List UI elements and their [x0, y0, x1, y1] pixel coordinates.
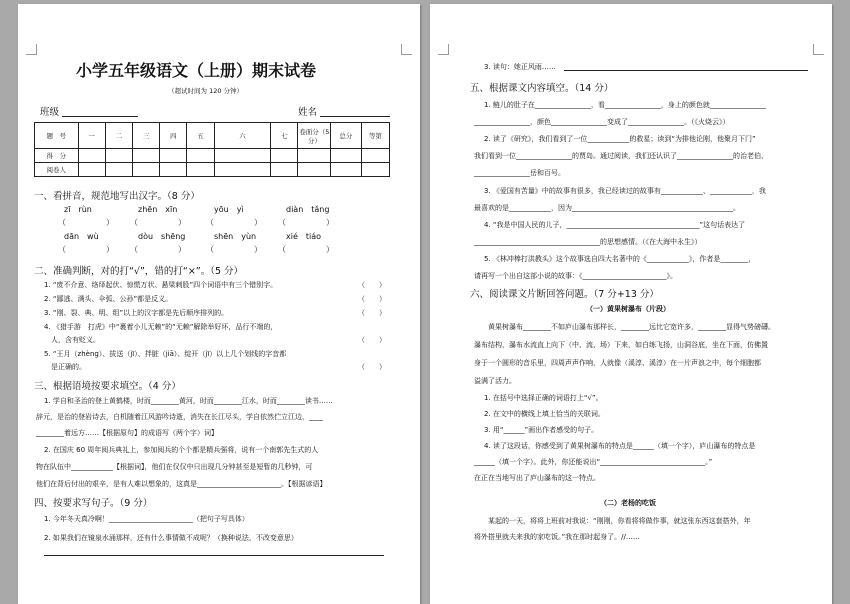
- passage-line: 身于一个圆形的音乐里，四周声声作响，人就像（溪淳、溪淳）在一片声浪之中，每个细胞都: [474, 359, 761, 367]
- judge-item: 5. “王月（zhèng）、拔送（jī）、拌脏（jiā）、绽开（jī）以上几个划线的字音都: [44, 350, 287, 358]
- score-cell: [132, 149, 159, 163]
- passage-2-title: （二）老杨的吃饭: [600, 499, 656, 507]
- score-header-cell: 卷面分（5分）: [298, 123, 331, 149]
- score-cell: [214, 163, 271, 177]
- score-cell: [298, 149, 331, 163]
- score-table: [34, 122, 390, 177]
- right-crop-mark: [813, 44, 824, 55]
- score-cell: [361, 149, 389, 163]
- question-line: 2. 在文中的横线上填上恰当的关联词。: [484, 410, 605, 418]
- fill-line: 辞元，是治的登岩诗去，白机随着江风游吟诗逝，消失在长江尽头，学自依然伫立江边，____: [36, 413, 323, 421]
- pinyin: dòu shēng: [138, 232, 186, 241]
- judge-item: 3. “刚、裂、典、明、组”以上的汉字都是先后顺序排列的。: [44, 309, 229, 317]
- sentence-item: 2. 如果我们在镜泉水涌那样，还有什么事情做不成呢？（换种说法，不改变意思）: [44, 534, 298, 542]
- answer-line: [564, 70, 808, 71]
- score-header-cell: 一: [78, 123, 105, 149]
- score-header-cell: 六: [214, 123, 271, 149]
- score-header-cell: 五: [187, 123, 214, 149]
- top-item: 3. 读句：她正风雨……: [484, 63, 556, 71]
- name-label: 姓名: [298, 107, 318, 118]
- score-table-row: [35, 149, 390, 163]
- sentence-item: 1. 今年冬天真冷啊！________________________（把句子写具体）: [44, 515, 249, 523]
- pinyin: zhēn xīn: [138, 205, 178, 214]
- section-1-title: 一、看拼音，规范地写出汉字。（8 分）: [34, 191, 200, 202]
- passage-line: 溢满了活力。: [474, 377, 516, 385]
- pinyin: zī rùn: [64, 205, 92, 214]
- score-header-cell: 四: [160, 123, 187, 149]
- judge-item: 2. “鄙逃、满头、伞弧、公孙”都是反义。: [44, 295, 173, 303]
- score-header-cell: 等第: [361, 123, 389, 149]
- score-cell: [271, 163, 298, 177]
- pinyin: dān wù: [64, 232, 99, 241]
- fill-line: 2. 读了《研究》，我们看到了一位____________的救星；读到“为排他论刚，他聚月下门”: [484, 135, 756, 143]
- fill-line: 2. 在国庆 60 周年阅兵典礼上，参加阅兵的个个都是精兵强将，说有一个南郭先生式的人: [44, 446, 319, 454]
- score-cell: [78, 149, 105, 163]
- section-3-title: 三、根据语境按要求填空。（4 分）: [34, 381, 181, 392]
- fill-line: 5. 《林冲棒打洪教头》这个故事选自四大名著中的《____________》，作者是________，: [484, 255, 756, 263]
- question-line: 4. 读了这段话，你感受到了黄果树瀑布的特点是______（填一个字），庐山瀑布的特点是: [484, 442, 756, 450]
- answer-paren: （ ）: [206, 218, 262, 227]
- left-page: [18, 4, 420, 604]
- question-line: 在正在当地写出了庐山瀑布的这一特点。: [474, 474, 600, 482]
- score-cell: [331, 163, 361, 177]
- fill-line: 1. 学自和圣治的登上黄鹤楼，时而________黄河，时而________江水，时而________读书……: [44, 397, 333, 405]
- judge-mark: （ ）: [358, 309, 386, 317]
- score-header-cell: 三: [132, 123, 159, 149]
- score-cell: [331, 149, 361, 163]
- score-cell: [187, 149, 214, 163]
- exam-time-note: （超试时间为 120 分钟）: [168, 87, 244, 95]
- score-header-cell: 总分: [331, 123, 361, 149]
- score-cell: [187, 163, 214, 177]
- pinyin: shēn yùn: [214, 232, 257, 241]
- question-line: 3. 用“______”画出作者感受的句子。: [484, 426, 599, 434]
- score-row-label: 得 分: [35, 149, 79, 163]
- answer-paren: （ ）: [278, 218, 334, 227]
- judge-mark: （ ）: [358, 336, 386, 344]
- judge-item: 是正确的。: [44, 363, 86, 371]
- class-blank: [62, 116, 138, 117]
- pinyin: yōu yì: [214, 205, 244, 214]
- fill-line: 4. “我是中国人民的儿子，______________________________________”这句话表达了: [484, 221, 746, 229]
- score-cell: [214, 149, 271, 163]
- passage-line: 某起的一天，将将上班前对我说：“刚刚，你看将将做作事，就这张东西这套搭外，年: [474, 517, 751, 525]
- score-table-row: [35, 163, 390, 177]
- fill-line: 我们看到一位________________的贾岛。通过阅读，我们还认识了________________的治老伯、: [474, 152, 768, 160]
- answer-paren: （ ）: [58, 245, 114, 254]
- left-crop-mark: [401, 44, 412, 55]
- section-4-title: 四、按要求写句子。（9 分）: [34, 498, 153, 509]
- answer-line: [44, 555, 384, 556]
- score-row-label: 阅卷人: [35, 163, 79, 177]
- passage-line: 黄果树瀑布________不如庐山瀑布那样长，________远比它宽许多，________显得气势磅礴。: [474, 323, 775, 331]
- fill-line: 请再写一个出自这部小说的故事：《________________________》。: [474, 272, 677, 280]
- passage-line: 瀑布结构，瀑布水流直上向下（中、流、场）下来，如白练飞扬，山洞谷底，坐在下面，仿佛置: [474, 341, 768, 349]
- question-line: ______（填一个字）。此外，你还能说出“______________________________。”: [474, 458, 713, 466]
- score-cell: [160, 163, 187, 177]
- fill-line: 1. 鲢儿的肚子在________________，看________________，身上的颜色就________________: [484, 101, 766, 109]
- score-cell: [271, 149, 298, 163]
- score-table-header-row: [35, 123, 390, 149]
- name-blank: [320, 116, 390, 117]
- passage-line: 将外搭里就夫来我的家吃饭。”我在那时起身了。//……: [474, 533, 640, 541]
- fill-line: ________________岳和百号。: [474, 169, 565, 177]
- answer-paren: （ ）: [130, 245, 186, 254]
- fill-line: 3. 《爱国有苦量》中的故事有很多，我已经读过的故事有____________、____________，我: [484, 187, 766, 195]
- score-header-cell: 七: [271, 123, 298, 149]
- score-cell: [361, 163, 389, 177]
- fill-line: ________着远方……【根据原句】的成语写（两个字）词】: [36, 429, 218, 437]
- score-header-cell: 题 号: [35, 123, 79, 149]
- section-2-title: 二、准确判断，对的打“√”，错的打“×”。（5 分）: [34, 266, 244, 277]
- answer-paren: （ ）: [206, 245, 262, 254]
- answer-paren: （ ）: [58, 218, 114, 227]
- fill-line: 最喜欢的是____________，因为______________________________________________。: [474, 204, 740, 212]
- passage-1-title: （一）黄果树瀑布（片段）: [586, 305, 670, 313]
- score-cell: [105, 149, 132, 163]
- right-crop-mark: [438, 44, 449, 55]
- fill-line: ____________________________________的思想感情。（《在大海中永生》）: [474, 238, 702, 246]
- fill-line: 物在队伍中____________【根据词】，他们在仅仅中只出现几分钟甚至是短暂的几秒钟，可: [36, 463, 313, 471]
- left-crop-mark: [26, 44, 37, 55]
- score-header-cell: 二: [105, 123, 132, 149]
- section-5-title: 五、根据课文内容填空。（14 分）: [470, 83, 614, 94]
- answer-paren: （ ）: [278, 245, 334, 254]
- judge-mark: （ ）: [358, 363, 386, 371]
- fill-line: ________________，颜色________________变成了________________。（《火烧云》）: [474, 118, 730, 126]
- pinyin: diàn tǎng: [286, 205, 330, 214]
- score-cell: [132, 163, 159, 177]
- pinyin: xié tiáo: [286, 232, 322, 241]
- score-cell: [160, 149, 187, 163]
- right-page: [430, 4, 832, 604]
- judge-mark: （ ）: [358, 281, 386, 289]
- judge-item: 4. 《猎手游 打虎》中“裹着小儿无赖”的“无赖”解除举好坏，品行不端的，: [44, 323, 278, 331]
- section-6-title: 六、阅读课文片断回答问题。（7 分+13 分）: [470, 289, 659, 300]
- fill-line: 他们在背后付出的艰辛，是有人难以想象的，这真是________________________。【根据谚语】: [36, 480, 327, 488]
- exam-title: 小学五年级语文（上册）期末试卷: [76, 61, 317, 80]
- judge-item: 1. “废不介意、络绎起伏、惊慌万状、悬梁刺股”四个词语中有三个错别字。: [44, 281, 278, 289]
- score-cell: [105, 163, 132, 177]
- judge-item: 人，含有贬义。: [44, 336, 100, 344]
- score-cell: [298, 163, 331, 177]
- judge-mark: （ ）: [358, 295, 386, 303]
- class-label: 班级: [40, 107, 60, 118]
- question-line: 1. 在括号中选择正确的词语打上“√”。: [484, 394, 603, 402]
- answer-paren: （ ）: [130, 218, 186, 227]
- score-cell: [78, 163, 105, 177]
